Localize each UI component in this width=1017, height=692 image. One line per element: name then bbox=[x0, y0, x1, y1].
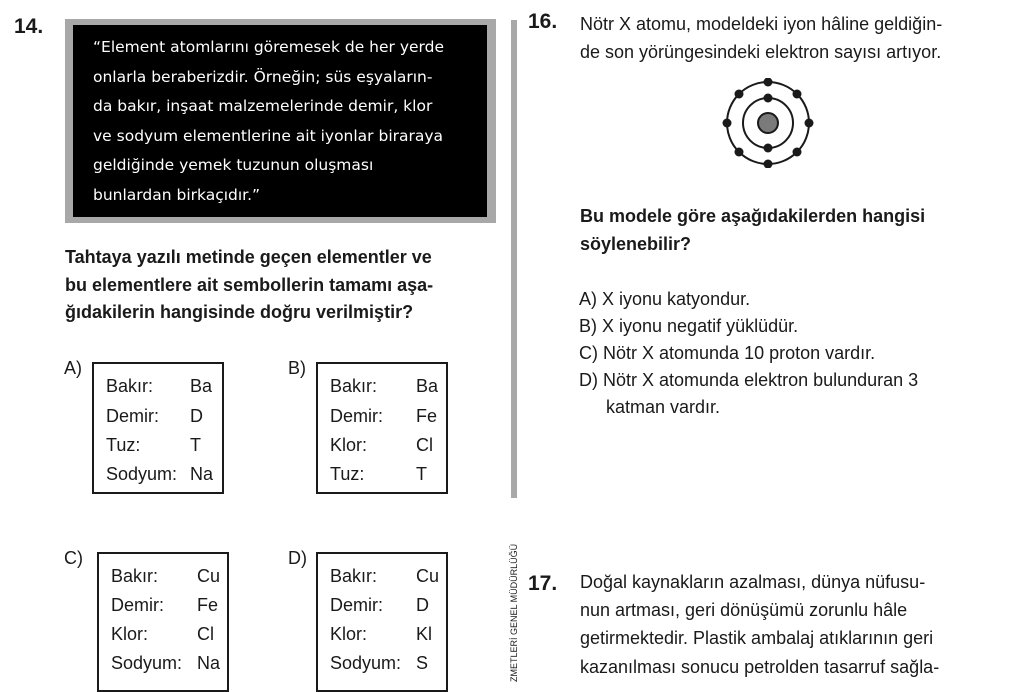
blackboard-text bbox=[93, 33, 483, 211]
option-a-box[interactable] bbox=[92, 362, 224, 494]
question-line: bu elementlere ait sembollerin tamamı aşa- bbox=[65, 274, 434, 295]
electron bbox=[723, 119, 732, 128]
option-symbol: Ba bbox=[416, 376, 439, 396]
option-symbol: Cl bbox=[197, 624, 214, 644]
electron bbox=[735, 90, 744, 99]
question-16-stem bbox=[580, 203, 1010, 258]
option-symbol: Cl bbox=[416, 435, 433, 455]
question-17-text bbox=[580, 568, 1010, 681]
blackboard-line: ve sodyum elementlerine ait iyonlar biraraya bbox=[93, 126, 444, 145]
blackboard-line: da bakır, inşaat malzemelerinde demir, klor bbox=[93, 97, 433, 116]
option-symbol: S bbox=[416, 653, 429, 673]
option-name: Bakır: bbox=[106, 376, 154, 396]
question-14-number: 14. bbox=[14, 15, 44, 38]
option-name: Demir: bbox=[330, 595, 383, 615]
blackboard-line: “Element atomlarını göremesek de her yerde bbox=[93, 38, 445, 56]
question-16-intro bbox=[580, 11, 1010, 66]
blackboard-line: geldiğinde yemek tuzunun oluşması bbox=[93, 156, 374, 175]
choice-d[interactable]: D) Nötr X atomunda elektron bulunduran 3 bbox=[579, 370, 919, 390]
option-a-letter[interactable]: A) bbox=[64, 358, 82, 378]
text-line: kazanılması sonucu petrolden tasarruf sağla- bbox=[580, 656, 940, 677]
option-b-box[interactable] bbox=[316, 362, 448, 494]
option-name: Klor: bbox=[111, 624, 149, 644]
intro-line: Nötr X atomu, modeldeki iyon hâline geldiğin- bbox=[580, 14, 943, 34]
option-symbol: D bbox=[190, 406, 203, 426]
electron bbox=[805, 119, 814, 128]
column-divider bbox=[511, 20, 517, 498]
option-d-letter[interactable]: D) bbox=[288, 548, 307, 568]
question-16-number: 16. bbox=[528, 10, 558, 33]
question-17-number: 17. bbox=[528, 572, 558, 595]
option-symbol: Ba bbox=[190, 376, 213, 396]
text-line: nun artması, geri dönüşümü zorunlu hâle bbox=[580, 600, 908, 621]
option-symbol: T bbox=[416, 464, 427, 484]
electron bbox=[764, 144, 773, 153]
question-line: Tahtaya yazılı metinde geçen elementler ve bbox=[65, 247, 432, 267]
option-name: Klor: bbox=[330, 435, 368, 455]
question-line: ğıdakilerin hangisinde doğru verilmiştir? bbox=[65, 302, 414, 322]
option-name: Bakır: bbox=[111, 566, 159, 586]
option-name: Tuz: bbox=[106, 435, 141, 455]
option-name: Demir: bbox=[330, 406, 383, 426]
option-symbol: D bbox=[416, 595, 429, 615]
blackboard bbox=[73, 25, 487, 217]
option-symbol: Na bbox=[197, 653, 221, 673]
option-symbol: Fe bbox=[416, 406, 438, 426]
nucleus bbox=[758, 113, 778, 133]
option-b-letter[interactable]: B) bbox=[288, 358, 306, 378]
blackboard-frame bbox=[65, 19, 496, 223]
side-footer-text bbox=[505, 498, 523, 682]
text-line: Doğal kaynakların azalması, dünya nüfusu- bbox=[580, 572, 926, 592]
option-name: Klor: bbox=[330, 624, 368, 644]
question-line: söylenebilir? bbox=[580, 233, 692, 254]
question-14-stem bbox=[65, 244, 505, 327]
choice-a[interactable]: A) X iyonu katyondur. bbox=[579, 289, 751, 309]
option-name: Sodyum: bbox=[330, 653, 402, 673]
choice-b[interactable]: B) X iyonu negatif yüklüdür. bbox=[579, 316, 799, 336]
ion-model-diagram bbox=[712, 78, 824, 168]
option-symbol: Na bbox=[190, 464, 214, 484]
electron bbox=[793, 90, 802, 99]
option-c-box[interactable] bbox=[97, 552, 229, 692]
option-name: Sodyum: bbox=[111, 653, 183, 673]
choice-c[interactable]: C) Nötr X atomunda 10 proton vardır. bbox=[579, 343, 876, 363]
electron bbox=[764, 78, 773, 87]
option-name: Demir: bbox=[106, 406, 159, 426]
option-symbol: Cu bbox=[416, 566, 440, 586]
option-name: Bakır: bbox=[330, 376, 378, 396]
option-c-letter[interactable]: C) bbox=[64, 548, 83, 568]
side-footer-label: ZMETLERİ GENEL MÜDÜRLÜĞÜ bbox=[509, 543, 519, 682]
option-d-box[interactable] bbox=[316, 552, 448, 692]
text-line: getirmektedir. Plastik ambalaj atıklarının geri bbox=[580, 628, 934, 649]
option-symbol: Cu bbox=[197, 566, 221, 586]
option-symbol: Fe bbox=[197, 595, 219, 615]
blackboard-line: bunlardan birkaçıdır.” bbox=[93, 185, 261, 204]
intro-line: de son yörüngesindeki elektron sayısı artıyor. bbox=[580, 41, 942, 62]
blackboard-line: onlarla beraberizdir. Örneğin; süs eşyaların- bbox=[93, 67, 433, 86]
option-name: Bakır: bbox=[330, 566, 378, 586]
question-line: Bu modele göre aşağıdakilerden hangisi bbox=[580, 206, 926, 226]
option-name: Sodyum: bbox=[106, 464, 178, 484]
electron bbox=[764, 94, 773, 103]
electron bbox=[735, 148, 744, 157]
choice-d-continuation[interactable]: katman vardır. bbox=[606, 397, 721, 417]
option-symbol: T bbox=[190, 435, 201, 455]
option-symbol: Kl bbox=[416, 624, 433, 644]
electron bbox=[764, 160, 773, 169]
option-name: Demir: bbox=[111, 595, 164, 615]
electron bbox=[793, 148, 802, 157]
option-name: Tuz: bbox=[330, 464, 365, 484]
